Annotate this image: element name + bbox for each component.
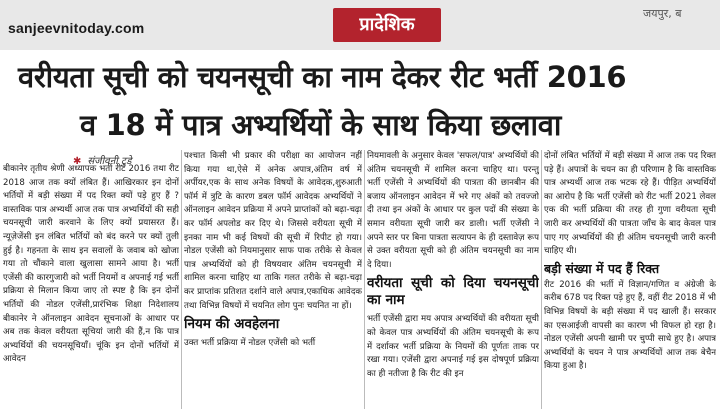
star-icon: ✱ [73, 156, 82, 167]
column-4-text-2: रीट 2016 की भर्ती में विज्ञान/गणित व अंग्रेजी के करीब 678 पद रिक्त पड़े हुए हैं, वहीं रीट 2018 में भी विभिन्न विषयों के बड़ी संख्या में पद खाली हैं। सरकार का एसआईजी वापसी का कारण भी विफल हो रहा है। नोडल एजेंसी अपनी खामी पर चुप्पी साधे हुए है। अपात्र अभ्यर्थियों के चयन ने पात्र अभ्यर्थियों आज तक बेचैन किया हुआ है। [544, 279, 716, 372]
article-column-4 [544, 150, 716, 409]
section-tag: प्रादेशिक [333, 8, 441, 42]
column-divider [541, 150, 542, 409]
subhead-vacant-posts: बड़ी संख्या में पद हैं रिक्त [544, 260, 660, 276]
byline-text: संजीवनी टुडे [87, 156, 132, 167]
article-column-2 [184, 150, 362, 409]
site-url[interactable]: sanjeevnitoday.com [8, 20, 145, 36]
column-divider [364, 150, 365, 409]
article-column-3 [367, 150, 539, 409]
subhead-rule-violation: नियम की अवहेलना [184, 316, 280, 333]
headline-line-2: व 18 में पात्र अभ्यर्थियों के साथ किया छलावा [80, 108, 562, 142]
column-2-text: पश्चात किसी भी प्रकार की परीक्षा का आयोजन नहीं किया गया था,ऐसे में अनेक अपात्र,अंतिम वर्ष में अर्पीयर,एक के साथ अनेक विषयों के आवेदक,शुरुआती फॉर्म में त्रुटि के कारण डबल फॉर्म आवेदक अभ्यर्थियों ने ऑनलाइन आवेदन प्रक्रिया में अपने प्राप्तांकों को बढ़ा-चढ़ा कर फॉर्म अपलोड कर दिए थे। जिससे वरीयता सूची में इनका नाम भी कई विषयों की सूची में रिपीट हो गया। नोडल एजेंसी को नियमानुसार साफ पाक तरीके से केवल पात्र अभ्यर्थियों को ही विषयवार अंतिम चयनसूची में शामिल करना चाहिए था ताकि गलत तरीके से बढ़ा-चढ़ा कर प्राप्तांक प्रतिशत दर्शाने वाले अपात्र,एकाधिक आवेदक तथा विभिन्न विषयों में चयनित लोग पुनः चयनित ना हों। [184, 151, 362, 311]
column-3-text-2: भर्ती एजेंसी द्वारा मय अपात्र अभ्यर्थियों की वरीयता सूची को केवल पात्र अभ्यर्थियों की अंतिम चयनसूची के रूप में दर्शाकर भर्ती प्रक्रिया के नियमों की पूर्णतः ताक पर रखा गया। एजेंसी द्वारा अपनाई गई इस दोषपूर्ण प्रक्रिया का ही नतीजा है कि रीट की इन [367, 314, 539, 379]
column-3-text: नियमावली के अनुसार केवल 'सफल/पात्र' अभ्यर्थियों की अंतिम चयनसूची में शामिल करना चाहिए था। परन्तु भर्ती एजेंसी ने अभ्यर्थियों की पात्रता की छानबीन की बजाय ऑनलाइन आवेदन में भरे गए अंकों को तवज्जो दी तथा इन अंकों के आधार पर कुल पदों की संख्या के समान वरीयता सूची जारी कर डाली। भर्ती एजेंसी ने अपने स्तर पर बिना पात्रता सत्यापन के ही दस्तावेज़ रूप से उक्त वरीयता सूची को ही अंतिम चयनसूची का नाम दे दिया। [367, 151, 539, 270]
column-divider [181, 150, 182, 409]
masthead [0, 0, 720, 50]
headline-line-1: वरीयता सूची को चयनसूची का नाम देकर रीट भर्ती 2016 [18, 60, 627, 94]
column-4-text: दोनों लंबित भर्तियों में बड़ी संख्या में आज तक पद रिक्त पड़े हैं। अपात्रों के चयन का ही परिणाम है कि वास्तविक पात्र अभ्यर्थी आज तक भटक रहे हैं। पीड़ित अभ्यर्थियों का आरोप है कि भर्ती एजेंसी को रीट भर्ती 2021 लेवल एक की भर्ती प्रक्रिया की तरह ही गुणा वरीयता सूची जारी कर अभ्यर्थियों की पात्रता जाँच के बाद केवल पात्र पाए गए अभ्यर्थियों की ही अंतिम चयनसूची जारी करनी चाहिए थी। [544, 151, 716, 257]
article-column-1 [3, 163, 179, 409]
column-2-text-2: उक्त भर्ती प्रक्रिया में नोडल एजेंसी को भर्ती [184, 338, 316, 349]
subhead-merit-list: वरीयता सूची को दिया चयनसूची का नाम [367, 275, 539, 309]
column-1-text: बीकानेर तृतीय श्रेणी अध्यापक भर्ती रीट 2016 तथा रीट 2018 आज तक क्यों लंबित हैं। आखिरकार इन दोनों भर्तियों में बड़ी संख्या में पद रिक्त क्यों पड़े हुए हैं ? वास्तविक पात्र अभ्यर्थी आज तक पात्र अभ्यर्थियों की सही चयनसूची जारी करवाने के लिए क्यों प्रयासरत हैं।न्यूज़ेजेंसी इन लंबित भर्तियों को बंद करने पर क्यों तुली हुई है। गहनता के साथ इन सवालों के जवाब को खोजा गया तो चौंकाने वाला खुलासा सामने आया है। भर्ती एजेंसी की कारगुजारी को भर्ती नियमों व अपनाई गई भर्ती प्रक्रिया से मिलान किया जाए तो स्पष्ट है कि इन दोनों भर्तियों की नोडल एजेंसी,प्रारंभिक शिक्षा निदेशालय बीकानेर ने ऑनलाइन आवेदन सूचनाओं के आधार पर अब तक केवल वरीयता सूचियां जारी की हैं,न कि पात्र अभ्यर्थियों की चयनसूचियाँ। चूंकि इन दोनों भर्तियों में आवेदन [3, 164, 179, 365]
edition-label: जयपुर, ब [643, 7, 682, 20]
